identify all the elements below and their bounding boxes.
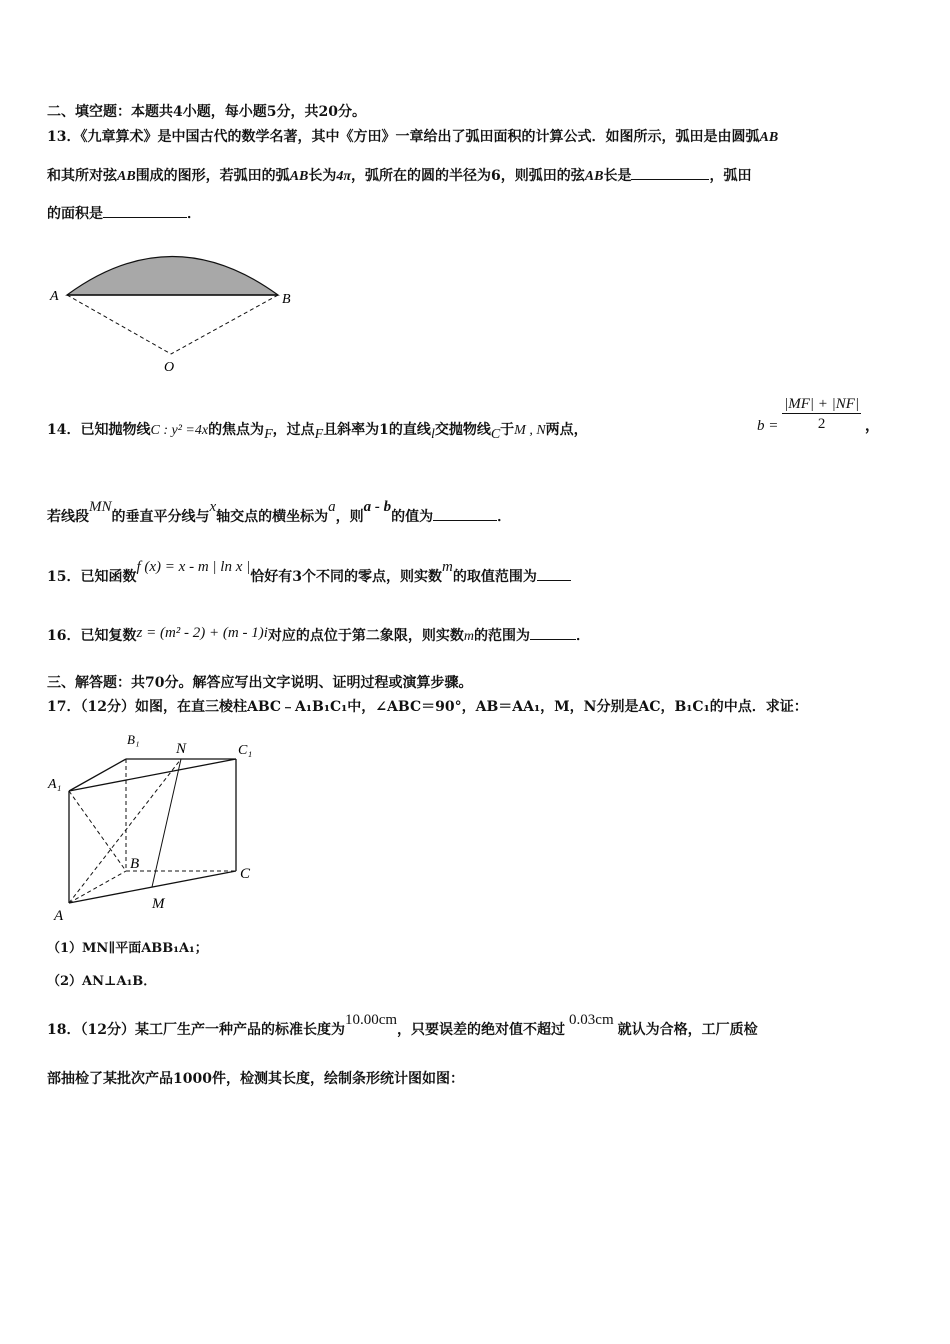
q14-comma: ， — [864, 416, 880, 434]
q13-line-3 — [47, 203, 201, 224]
q15-answer-blank[interactable] — [537, 566, 571, 581]
q15-text: 15．已知函数 — [47, 569, 137, 585]
q13-text: ，弧田 — [709, 168, 752, 184]
q14-text: 两点， — [545, 422, 588, 438]
q14-line-l: l — [430, 427, 435, 442]
q13-chord-ab: AB — [117, 169, 136, 184]
q13-answer-blank-1[interactable] — [631, 165, 709, 180]
q14-parabola-equation: C : y² =4x — [150, 423, 209, 438]
segment-m-n — [152, 759, 181, 887]
point-m-label: M — [152, 896, 165, 912]
q14-text: 的值为 — [391, 509, 434, 525]
q13-text: 的面积是 — [47, 206, 103, 222]
q13-line-1 — [47, 127, 778, 148]
radius-oa — [67, 295, 171, 354]
q18-text: 就认为合格，工厂质检 — [617, 1022, 758, 1038]
q13-text: ，弧所在的圆的半径为6，则弧田的弦 — [351, 168, 585, 184]
q14-text: ，过点 — [272, 422, 315, 438]
q14-b-formula — [757, 396, 880, 433]
q18-text: ，只要误差的绝对值不超过 — [397, 1022, 566, 1038]
segment-a1-b — [69, 791, 126, 871]
q16-text: ． — [576, 628, 590, 644]
q14-text: 14．已知抛物线 — [47, 422, 151, 438]
q18-standard-length: 10.00cm — [344, 1012, 398, 1028]
q18-line-2: 部抽检了某批次产品1000件，检测其长度，绘制条形统计图如图： — [47, 1071, 464, 1087]
q16-variable-m: m — [463, 629, 474, 644]
point-c1-label: C₁ — [238, 743, 253, 758]
q16-text: 16．已知复数 — [47, 628, 137, 644]
point-n-label: N — [176, 741, 187, 757]
q16-complex-number: z = (m² - 2) + (m - 1)i — [136, 625, 268, 641]
q14-text: 于 — [500, 422, 515, 438]
q14-fraction-denominator: 2 — [817, 416, 826, 432]
point-a1-label: A₁ — [48, 777, 62, 792]
point-c-label: C — [240, 866, 251, 882]
q18-error-tolerance: 0.03cm — [569, 1012, 614, 1028]
q17-prism-figure — [44, 728, 274, 924]
q14-line-2 — [47, 499, 512, 527]
q14-fraction-numerator: |MF| + |NF| — [784, 396, 860, 412]
point-b-label: B — [130, 856, 140, 872]
q16-line — [47, 625, 590, 647]
q18-text: 18．（12分）某工厂生产一种产品的标准长度为 — [47, 1022, 345, 1038]
q13-text: 13．《九章算术》是中国古代的数学名著，其中《方田》一章给出了弧田面积的计算公式．如图所示，弧田是由圆弧 — [47, 129, 760, 145]
q14-points-mn: M , N — [514, 423, 546, 438]
q15-text: 的取值范围为 — [452, 569, 537, 585]
q18-line-1 — [47, 1012, 758, 1040]
q13-text: 长是 — [603, 168, 632, 184]
q14-fraction — [782, 396, 861, 433]
q15-text: 恰好有3个不同的零点，则实数 — [250, 569, 442, 585]
point-o-label: O — [164, 360, 175, 375]
q16-text: 对应的点位于第二象限，则实数 — [267, 628, 464, 644]
q14-answer-blank[interactable] — [433, 506, 497, 521]
q14-expression-a-minus-b: a - b — [363, 499, 392, 515]
q13-text: 长为 — [308, 168, 337, 184]
q13-answer-blank-2[interactable] — [103, 203, 187, 218]
q14-text: 的焦点为 — [208, 422, 265, 438]
q13-text: 围成的图形，若弧田的弧 — [135, 168, 290, 184]
q14-text: ，则 — [335, 509, 364, 525]
q13-chord-ab: AB — [584, 169, 604, 184]
q14-b-equals: b = — [757, 418, 779, 434]
q14-text: ． — [497, 509, 512, 525]
q15-line — [47, 559, 571, 587]
section-3-heading: 三、解答题：共70分。解答应写出文字说明、证明过程或演算步骤。 — [47, 675, 473, 691]
q14-text: 且斜率为1的直线 — [323, 422, 431, 438]
arc-field-shaded-region — [67, 257, 278, 296]
q14-value-a: a — [328, 499, 336, 515]
q14-x-axis: x — [209, 499, 217, 515]
q17-part-1: （1）MN∥平面ABB₁A₁； — [47, 941, 208, 956]
q13-arc-ab: AB — [289, 169, 309, 184]
q13-arc-ab: AB — [759, 130, 779, 145]
point-a-label: A — [50, 289, 59, 304]
q14-text: 若线段 — [47, 509, 89, 525]
q14-segment-mn: MN — [89, 499, 112, 515]
q14-focus-f: F — [314, 427, 324, 442]
radius-ob — [171, 295, 278, 354]
q14-text: 轴交点的横坐标为 — [216, 509, 329, 525]
point-b-label: B — [282, 292, 291, 307]
q13-text: 和其所对弦 — [47, 168, 117, 184]
point-a-label: A — [54, 908, 64, 924]
q14-text: 交抛物线 — [434, 422, 491, 438]
section-2-heading: 二、填空题：本题共4小题，每小题5分，共20分。 — [47, 104, 366, 120]
q13-text: ． — [187, 206, 201, 222]
edge-a1-c1 — [69, 759, 236, 791]
q15-variable-m: m — [441, 559, 453, 575]
q16-text: 的范围为 — [474, 628, 530, 644]
q17-part-2: （2）AN⊥A₁B． — [47, 974, 157, 989]
q17-line: 17．（12分）如图，在直三棱柱ABC﹣A₁B₁C₁中，∠ABC＝90°，AB＝AA₁，M，N分别是AC，B₁C₁的中点．求证： — [47, 699, 808, 715]
q13-arc-field-figure — [44, 238, 304, 378]
q14-line-1 — [47, 420, 588, 441]
q16-answer-blank[interactable] — [530, 625, 576, 640]
q14-focus-f: F — [264, 427, 273, 442]
q15-function-expression: f (x) = x - m | ln x | — [136, 559, 251, 575]
q13-arc-length: 4π — [336, 169, 352, 184]
q13-line-2 — [47, 165, 751, 187]
point-b1-label: B₁ — [127, 732, 140, 747]
q14-text: 的垂直平分线与 — [111, 509, 210, 525]
q14-curve-c: C — [490, 427, 501, 442]
